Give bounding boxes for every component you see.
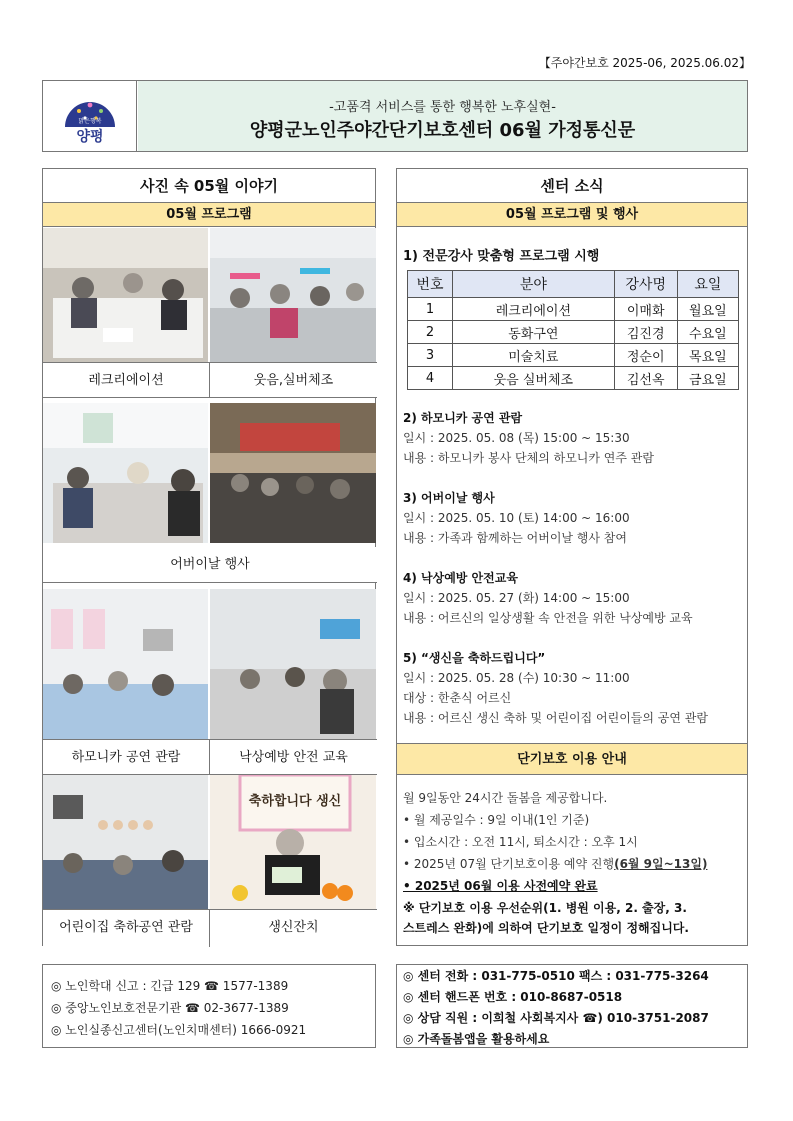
program-table [407, 270, 739, 390]
photo-parents-day-2 [210, 403, 377, 543]
news-section-subheading: 05월 프로그램 및 행사 [397, 203, 747, 227]
table-cell: 정순이 [614, 344, 677, 367]
table-cell: 월요일 [677, 298, 738, 321]
logo-big-text: 양평 [76, 129, 104, 145]
caption-parents-day: 어버이날 행사 [43, 547, 377, 583]
table-cell: 레크리에이션 [453, 298, 614, 321]
family-care-app: ◎ 가족돌봄앱을 활용하세요 [403, 1032, 550, 1046]
center-mobile: ◎ 센터 핸드폰 번호 : 010-8687-0518 [403, 990, 623, 1004]
table-cell: 4 [408, 367, 453, 390]
table-row [408, 321, 739, 344]
table-row [408, 367, 739, 390]
document-reference: 【주야간보호 2025-06, 2025.06.02】 [538, 56, 751, 70]
table-cell: 김선옥 [614, 367, 677, 390]
short-term-bullet-days: • 월 제공일수 : 9일 이내(1인 기준) [403, 813, 590, 827]
center-news-section [396, 168, 748, 946]
slogan: -고품격 서비스를 통한 행복한 노후실현- [329, 100, 556, 115]
center-contacts [396, 964, 748, 1048]
table-row [408, 298, 739, 321]
photo-fall-prevention [210, 589, 377, 739]
page-title: 양평군노인주야간단기보호센터 06월 가정통신문 [249, 120, 636, 141]
logo [43, 81, 137, 151]
elder-abuse-hotline: ◎ 노인학대 신고 : 긴급 129 ☎ 1577-1389 [51, 979, 289, 993]
logo-emblem [43, 81, 137, 151]
table-header-cell: 번호 [408, 271, 453, 298]
header [42, 80, 748, 152]
photo-harmonica [43, 589, 209, 739]
caption-recreation: 레크리에이션 [43, 362, 209, 398]
counselor-contact: ◎ 상담 직원 : 이희철 사회복지사 ☎) 010-3751-2087 [403, 1011, 709, 1025]
caption-birthday-party: 생신잔치 [209, 909, 377, 947]
table-cell: 김진경 [614, 321, 677, 344]
table-cell: 이매화 [614, 298, 677, 321]
table-cell: 동화구연 [453, 321, 614, 344]
short-term-care-heading: 단기보호 이용 안내 [397, 743, 747, 775]
section-4-date: 일시 : 2025. 05. 27 (화) 14:00 ~ 15:00 [403, 591, 630, 605]
section-1-title: 1) 전문강사 맞춤형 프로그램 시행 [403, 249, 600, 264]
caption-harmonica: 하모니카 공연 관람 [43, 739, 209, 775]
photo-kindergarten-performance [43, 775, 209, 909]
section-4-content: 내용 : 어르신의 일상생활 속 안전을 위한 낙상예방 교육 [403, 611, 693, 625]
section-4-title: 4) 낙상예방 안전교육 [403, 571, 518, 585]
table-cell: 1 [408, 298, 453, 321]
photo-story-section [42, 168, 376, 946]
table-cell: 2 [408, 321, 453, 344]
table-cell: 수요일 [677, 321, 738, 344]
short-term-bullet-time: • 입소시간 : 오전 11시, 퇴소시간 : 오후 1시 [403, 835, 638, 849]
emergency-contacts [42, 964, 376, 1048]
cake-banner-text: 축하합니다 생신 [248, 794, 342, 809]
priority-note-line-1: ※ 단기보호 이용 우선순위(1. 병원 이용, 2. 출장, 3. [403, 901, 687, 915]
table-header-row [408, 271, 739, 298]
table-header-cell: 강사명 [614, 271, 677, 298]
photo-recreation [43, 228, 209, 362]
photo-section-heading: 사진 속 05월 이야기 [43, 169, 375, 203]
section-5-target: 대상 : 한춘식 어르신 [403, 691, 512, 705]
central-elder-protection: ◎ 중앙노인보호전문기관 ☎ 02-3677-1389 [51, 1001, 289, 1015]
section-5-content: 내용 : 어르신 생신 축하 및 어린이집 어린이들의 공연 관람 [403, 711, 708, 725]
table-header-cell: 분야 [453, 271, 614, 298]
table-header-cell: 요일 [677, 271, 738, 298]
section-3-content: 내용 : 가족과 함께하는 어버이날 행사 참여 [403, 531, 627, 545]
section-2-content: 내용 : 하모니카 봉사 단체의 하모니카 연주 관람 [403, 451, 654, 465]
missing-elder-center: ◎ 노인실종신고센터(노인치매센터) 1666-0921 [51, 1023, 307, 1037]
photo-birthday-party [210, 775, 377, 909]
section-5-title: 5) “생신을 축하드립니다” [403, 651, 546, 665]
priority-note-line-2: 스트레스 완화)에 의하여 단기보호 일정이 정해집니다. [403, 921, 689, 935]
section-5-date: 일시 : 2025. 05. 28 (수) 10:30 ~ 11:00 [403, 671, 630, 685]
photo-laughter-exercise [210, 228, 377, 362]
section-3-date: 일시 : 2025. 05. 10 (토) 14:00 ~ 16:00 [403, 511, 630, 525]
section-2-date: 일시 : 2025. 05. 08 (목) 15:00 ~ 15:30 [403, 431, 630, 445]
logo-small-text: 맑은행복 [78, 118, 102, 125]
news-section-heading: 센터 소식 [397, 169, 747, 203]
caption-laughter-exercise: 웃음,실버체조 [209, 362, 377, 398]
table-cell: 미술치료 [453, 344, 614, 367]
short-term-bullet-complete: • 2025년 06월 이용 사전예약 완료 [403, 879, 598, 893]
header-title-area [138, 81, 747, 151]
photo-section-subheading: 05월 프로그램 [43, 203, 375, 227]
reservation-period: (6월 9일~13일) [614, 857, 708, 871]
section-3-title: 3) 어버이날 행사 [403, 491, 495, 505]
center-phone-fax: ◎ 센터 전화 : 031-775-0510 팩스 : 031-775-3264 [403, 969, 709, 983]
caption-kindergarten-performance: 어린이집 축하공연 관람 [43, 909, 209, 947]
table-row [408, 344, 739, 367]
short-term-bullet-reservation [403, 855, 707, 872]
section-2-title: 2) 하모니카 공연 관람 [403, 411, 523, 425]
table-cell: 웃음 실버체조 [453, 367, 614, 390]
photo-parents-day-1 [43, 403, 209, 543]
table-cell: 금요일 [677, 367, 738, 390]
short-term-intro: 월 9일동안 24시간 돌봄을 제공합니다. [403, 791, 608, 805]
table-cell: 목요일 [677, 344, 738, 367]
reservation-text: • 2025년 07월 단기보호이용 예약 진행 [403, 857, 615, 871]
table-cell: 3 [408, 344, 453, 367]
caption-fall-prevention: 낙상예방 안전 교육 [209, 739, 377, 775]
